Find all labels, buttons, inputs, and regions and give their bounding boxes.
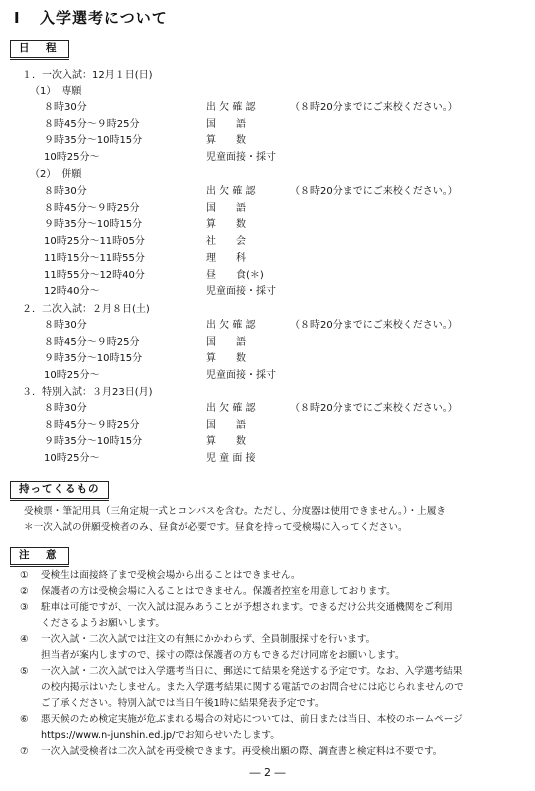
schedule-subject: 国 語 xyxy=(206,336,246,348)
schedule-time: 11時15分～11時55分 xyxy=(44,252,145,264)
schedule-row xyxy=(0,217,535,233)
schedule-time: ８時30分 xyxy=(44,403,87,414)
schedule-subject: 出 欠 確 認 xyxy=(206,102,256,113)
schedule-row xyxy=(0,401,535,417)
notice-text-line: 一次入試・二次入試では注文の有無にかかわらず、全員制服採寸を行います。 xyxy=(41,634,376,645)
schedule-row xyxy=(0,117,535,133)
schedule-subject: 国 語 xyxy=(206,419,246,431)
schedule-time: ８時45分～９時25分 xyxy=(44,419,140,431)
schedule-row xyxy=(0,418,535,434)
schedule-row xyxy=(0,251,535,267)
schedule-note: （８時20分までにご来校ください。） xyxy=(290,403,458,414)
schedule-subject: 児童面接・採寸 xyxy=(206,152,276,164)
page-number: ― 2 ― xyxy=(249,766,286,779)
schedule-time: ９時35分～10時15分 xyxy=(44,353,143,365)
schedule-time: ９時35分～10時15分 xyxy=(44,436,143,448)
schedule-time: 10時25分～ xyxy=(44,370,100,382)
exam1-heading: １．一次入試：12月１日(日) xyxy=(22,70,153,81)
schedule-time: 10時25分～ xyxy=(44,453,100,465)
schedule-subject: 算 数 xyxy=(206,353,246,365)
notice-text-line: 駐車は可能ですが、一次入試は混みあうことが予想されます。できるだけ公共交通機関をご利用 xyxy=(41,602,453,613)
schedule-time: 10時25分～11時05分 xyxy=(44,236,145,248)
schedule-time: ８時45分～９時25分 xyxy=(44,202,140,214)
notice-text-line: 受検生は面接終了まで受検会場から出ることはできません。 xyxy=(41,570,301,581)
notice-number: ① xyxy=(20,570,29,581)
schedule-subject: 国 語 xyxy=(206,202,246,214)
bring-line-1: 受検票・筆記用具（三角定規一式とコンパスを含む。ただし、分度器は使用できません。）・上履き xyxy=(24,506,447,517)
schedule-subject: 理 科 xyxy=(206,252,246,264)
schedule-subject: 算 数 xyxy=(206,135,246,147)
exam3-heading: ３．特別入試：３月23日(月) xyxy=(22,387,153,398)
schedule-note: （８時20分までにご来校ください。） xyxy=(290,102,458,113)
section-schedule-label: 日 程 xyxy=(10,40,69,58)
schedule-subject: 児童面接・採寸 xyxy=(206,286,276,298)
notice-text-line: 担当者が案内しますので、採寸の際は保護者の方もできるだけ同席をお願いします。 xyxy=(41,650,405,661)
notice-number: ⑤ xyxy=(20,666,29,677)
notice-text-line: 悪天候のため検定実施が危ぶまれる場合の対応については、前日または当日、本校のホームページ xyxy=(41,714,463,725)
bring-line-2: ＊一次入試の併願受検者のみ、昼食が必要です。昼食を持って受検場に入ってください。 xyxy=(24,522,408,533)
schedule-time: 10時25分～ xyxy=(44,152,100,164)
notice-number: ⑥ xyxy=(20,714,29,725)
schedule-subject: 社 会 xyxy=(206,236,246,248)
schedule-time: ８時30分 xyxy=(44,320,87,331)
section-notice-label: 注 意 xyxy=(10,547,69,565)
schedule-row xyxy=(0,184,535,200)
exam1-heigan-label: （2） 併願 xyxy=(30,169,82,180)
schedule-row xyxy=(0,368,535,384)
page-title xyxy=(14,7,168,28)
schedule-row xyxy=(0,434,535,450)
exam2-heading: ２．二次入試：２月８日(土) xyxy=(22,304,150,315)
schedule-row xyxy=(0,201,535,217)
schedule-row xyxy=(0,234,535,250)
notice-number: ② xyxy=(20,586,29,597)
schedule-subject: 国 語 xyxy=(206,118,246,130)
schedule-note: （８時20分までにご来校ください。） xyxy=(290,320,458,331)
exam1-sennan-label: （1） 専願 xyxy=(30,86,82,97)
schedule-time: ８時45分～９時25分 xyxy=(44,118,140,130)
schedule-note: （８時20分までにご来校ください。） xyxy=(290,186,458,197)
schedule-row xyxy=(0,451,535,467)
schedule-subject: 算 数 xyxy=(206,436,246,448)
schedule-subject: 出 欠 確 認 xyxy=(206,403,256,414)
notice-text-line: 一次入試・二次入試では入学選考当日に、郵送にて結果を発送する予定です。なお、入学選考結果 xyxy=(41,666,463,677)
notice-text-line: くださるようお願いします。 xyxy=(41,618,165,629)
notice-text-line: https://www.n-junshin.ed.jp/でお知らせいたします。 xyxy=(41,730,280,741)
notice-number: ⑦ xyxy=(20,746,29,757)
schedule-subject: 児童面接・採寸 xyxy=(206,370,276,382)
notice-number: ③ xyxy=(20,602,29,613)
schedule-subject: 児 童 面 接 xyxy=(206,453,256,465)
schedule-row xyxy=(0,133,535,149)
notice-text-line: ご了承ください。特別入試では当日午後1時に結果発表予定です。 xyxy=(41,698,325,709)
title-number: Ⅰ xyxy=(14,9,21,27)
schedule-time: ８時30分 xyxy=(44,102,87,113)
schedule-time: ８時30分 xyxy=(44,186,87,197)
title-text: 入学選考について xyxy=(40,9,168,27)
schedule-time: 11時55分～12時40分 xyxy=(44,269,145,281)
schedule-time: ９時35分～10時15分 xyxy=(44,219,143,231)
section-bring-label: 持ってくるもの xyxy=(10,481,109,499)
schedule-time: ９時35分～10時15分 xyxy=(44,135,143,147)
schedule-row xyxy=(0,150,535,166)
notice-text-line: の校内掲示はいたしません。また入学選考結果に関する電話でのお問合せには応じられませんので xyxy=(41,682,464,693)
schedule-row xyxy=(0,100,535,116)
notice-number: ④ xyxy=(20,634,29,645)
schedule-row xyxy=(0,335,535,351)
schedule-subject: 昼 食(＊) xyxy=(206,269,264,281)
schedule-subject: 算 数 xyxy=(206,219,246,231)
schedule-row xyxy=(0,268,535,284)
schedule-time: 12時40分～ xyxy=(44,286,100,298)
schedule-time: ８時45分～９時25分 xyxy=(44,336,140,348)
notice-text-line: 保護者の方は受検会場に入ることはできません。保護者控室を用意しております。 xyxy=(41,586,396,597)
schedule-row xyxy=(0,284,535,300)
schedule-row xyxy=(0,318,535,334)
schedule-subject: 出 欠 確 認 xyxy=(206,186,256,197)
schedule-row xyxy=(0,351,535,367)
notice-text-line: 一次入試受検者は二次入試を再受検できます。再受検出願の際、調査書と検定料は不要です。 xyxy=(41,746,443,757)
schedule-subject: 出 欠 確 認 xyxy=(206,320,256,331)
